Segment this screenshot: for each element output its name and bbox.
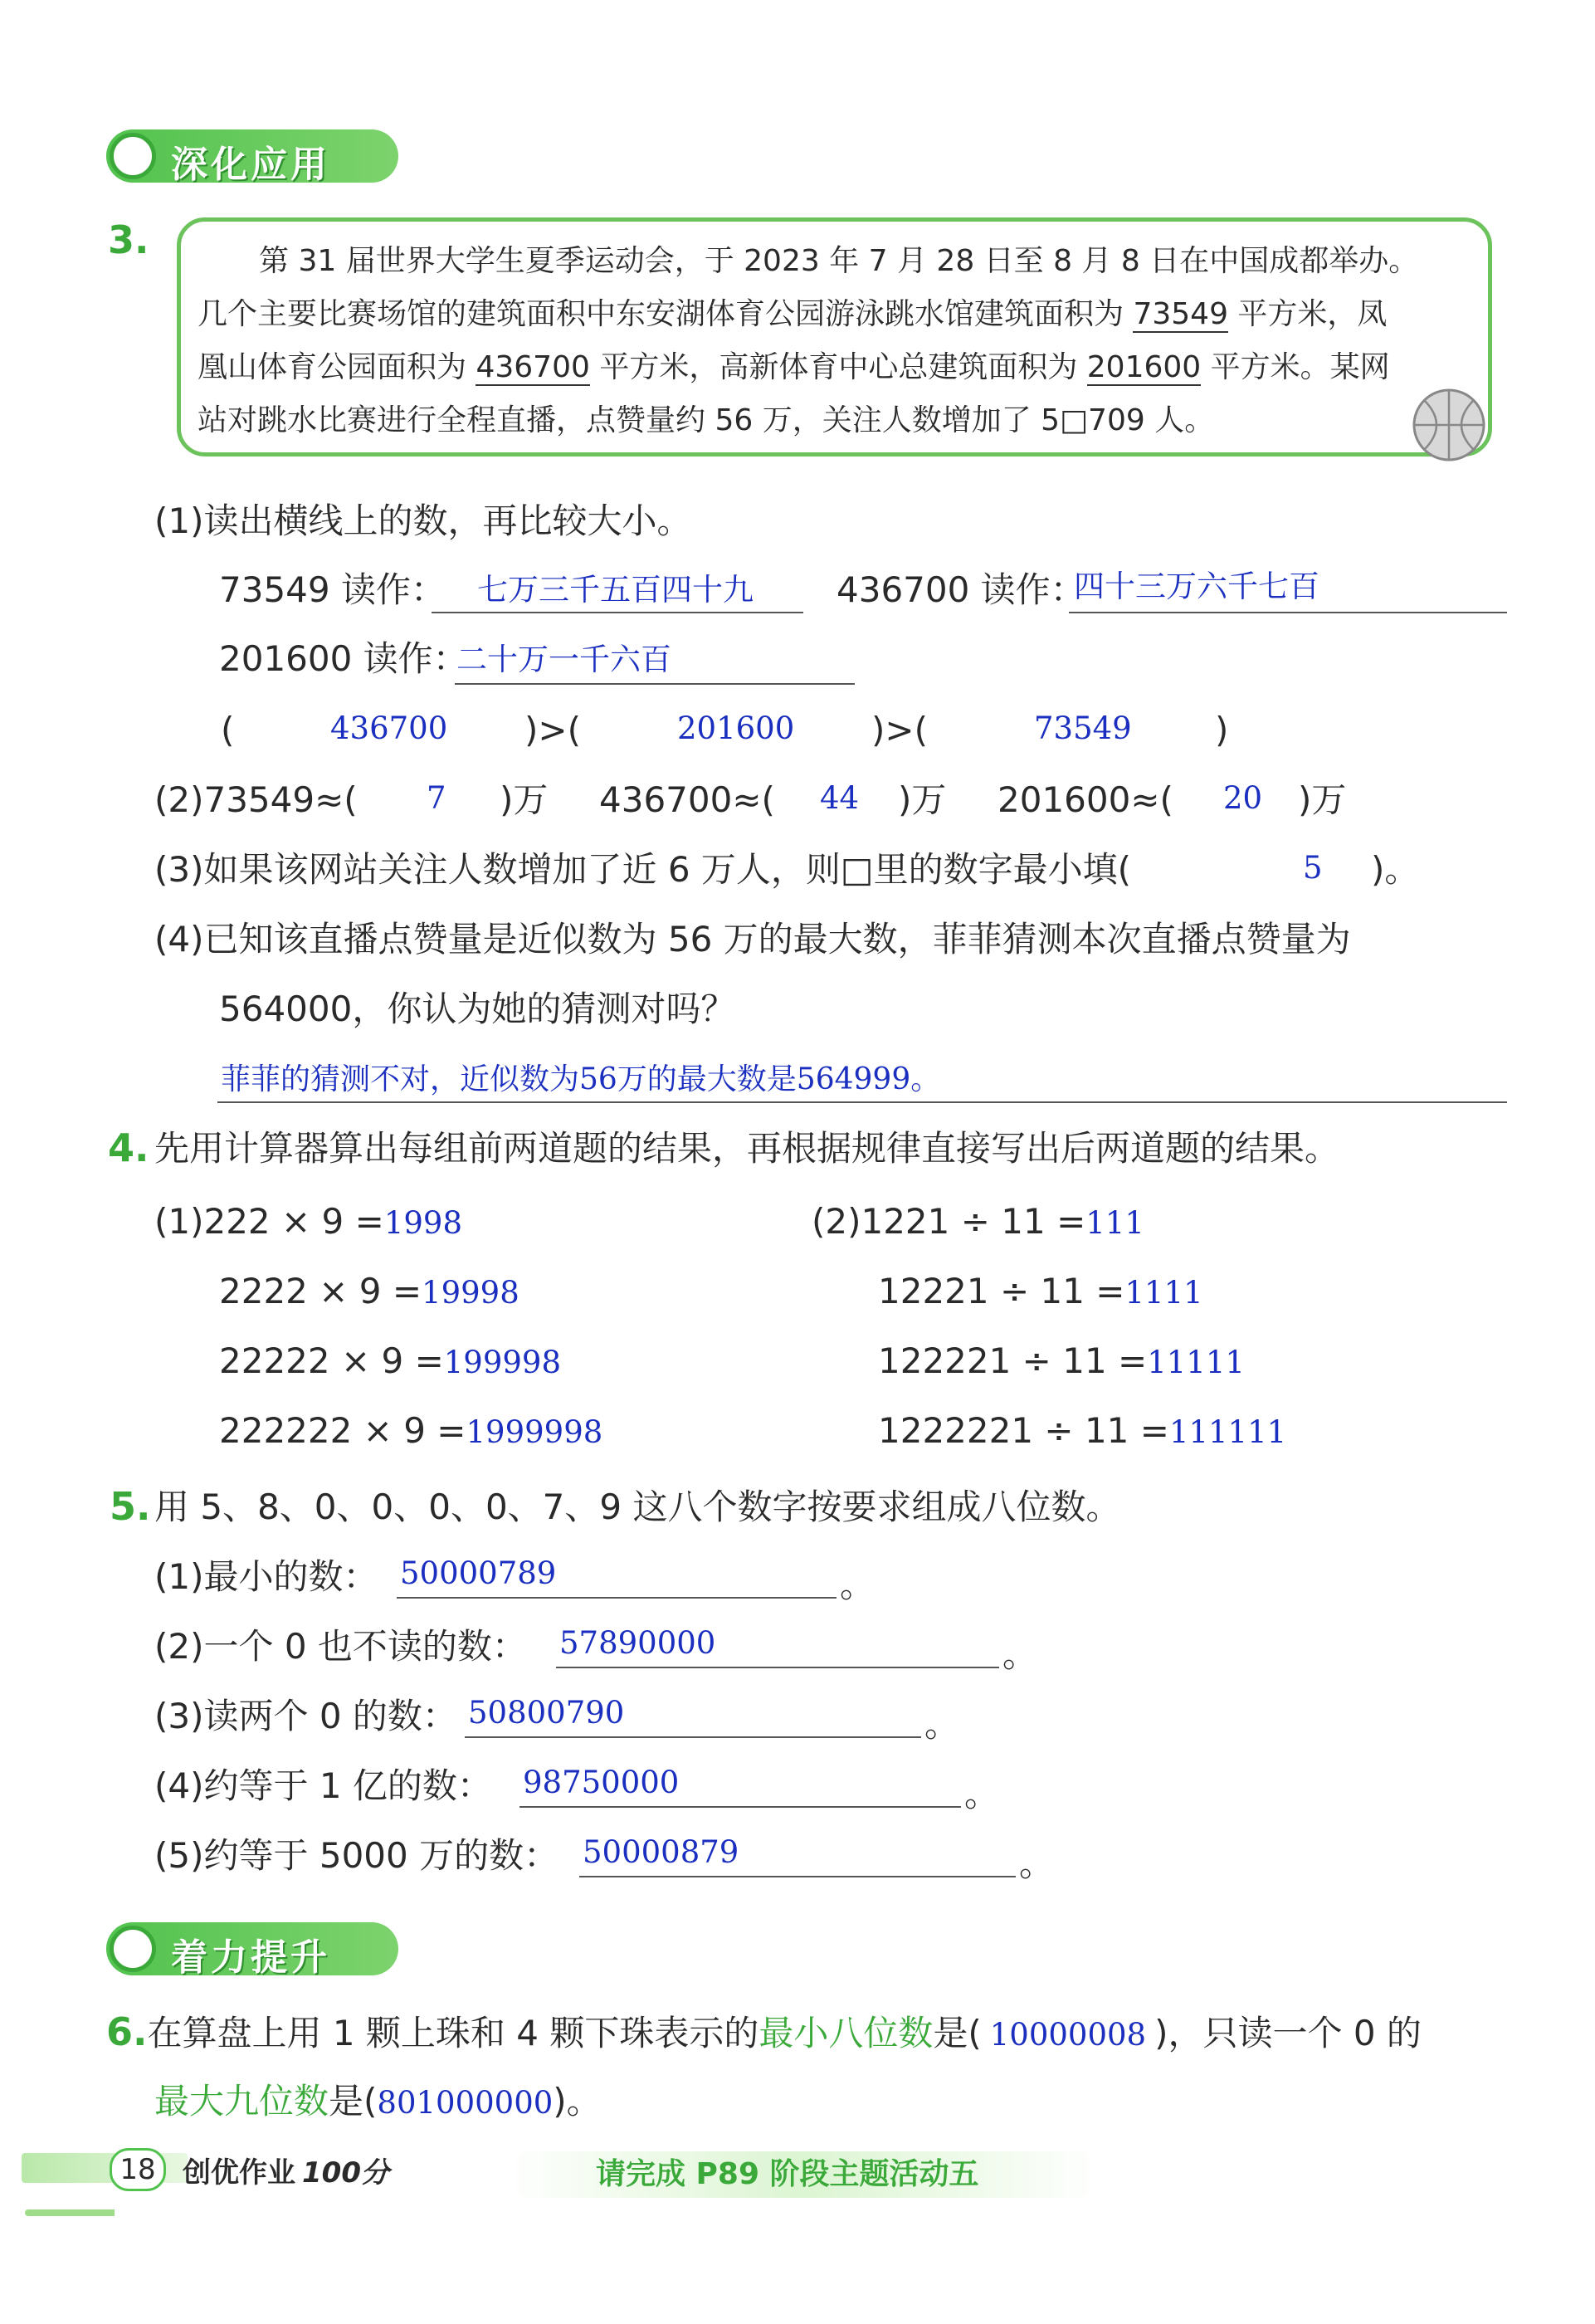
basketball-icon — [1411, 387, 1487, 463]
text: 凰山体育公园面积为 — [198, 350, 476, 384]
brand-score: 100分 — [302, 2156, 389, 2190]
q4-right-row — [878, 1408, 1286, 1456]
q5-item-label: (1)最小的数： — [154, 1556, 378, 1597]
period: 。 — [1019, 1843, 1055, 1884]
expression-answer: 1998 — [383, 1205, 462, 1241]
expression-answer: 1999998 — [466, 1414, 603, 1450]
unit-wan: )万 — [1298, 779, 1347, 820]
q5-item-label: (2)一个 0 也不读的数： — [154, 1626, 527, 1667]
keyword: 最小八位数 — [758, 2013, 934, 2053]
text: 平方米，凤 — [1227, 297, 1388, 331]
answer-line — [1069, 612, 1507, 613]
answer-line — [397, 1597, 837, 1599]
q3-part4-answer: 菲菲的猜测不对，近似数为56万的最大数是564999。 — [221, 1062, 941, 1096]
q3-part2-b: 436700≈( — [599, 779, 775, 820]
answer-line — [519, 1806, 961, 1808]
unit-wan: )万 — [500, 779, 549, 820]
text: 在算盘上用 1 颗上珠和 4 颗下珠表示的 — [147, 2013, 759, 2053]
brand-text: 创优作业 — [183, 2156, 295, 2190]
question-number: 4. — [108, 1125, 149, 1170]
q4-right-row — [878, 1338, 1245, 1386]
approx-answer-3: 20 — [1223, 780, 1263, 816]
keyword: 最大九位数 — [154, 2081, 329, 2121]
passage-line-2 — [198, 294, 1387, 335]
expression-answer: 1111 — [1124, 1275, 1203, 1311]
section-title: 着力提升 — [171, 1936, 330, 1979]
footer-brand — [183, 2150, 389, 2190]
q3-part4-line2: 564000，你认为她的猜测对吗？ — [219, 989, 736, 1029]
expression: 12221 ÷ 11 = — [878, 1271, 1125, 1311]
compare-answer-2: 201600 — [677, 710, 795, 746]
expression-answer: 19998 — [422, 1275, 519, 1311]
unit-wan: )万 — [898, 779, 947, 820]
expression: 122221 ÷ 11 = — [878, 1340, 1148, 1381]
expression-answer: 11111 — [1147, 1345, 1245, 1380]
expression: 1222221 ÷ 11 = — [878, 1410, 1169, 1451]
answer-line — [455, 683, 855, 685]
passage-line-3 — [198, 347, 1390, 388]
expression: 22222 × 9 = — [219, 1340, 444, 1381]
compare-gt: )>( — [524, 710, 581, 750]
passage-line-1: 第 31 届世界大学生夏季运动会，于 2023 年 7 月 28 日至 8 月 8 日在中国成都举办。 — [259, 244, 1419, 278]
question-number: 6. — [106, 2009, 148, 2054]
expression: (2)1221 ÷ 11 = — [812, 1201, 1086, 1242]
q4-right-row — [812, 1199, 1144, 1247]
period: 。 — [964, 1774, 1000, 1814]
star-badge-icon — [110, 1926, 156, 1972]
question-number: 5. — [110, 1484, 151, 1529]
section-title: 深化应用 — [171, 144, 330, 186]
footer-note: 请完成 P89 阶段主题活动五 — [505, 2151, 1102, 2198]
q3-read-label-3: 201600 读作： — [219, 638, 468, 679]
expression-answer: 199998 — [443, 1345, 562, 1380]
section-header-improve — [106, 1922, 398, 1979]
answer-line — [465, 1736, 921, 1738]
period: 。 — [1002, 1634, 1038, 1675]
expression: (1)222 × 9 = — [154, 1201, 384, 1242]
q3-part4-line1: (4)已知该直播点赞量是近似数为 56 万的最大数，菲菲猜测本次直播点赞量为 — [154, 919, 1351, 959]
q3-part3-close: )。 — [1371, 849, 1420, 890]
q4-stem: 先用计算器算出每组前两道题的结果，再根据规律直接写出后两道题的结果。 — [154, 1128, 1340, 1169]
q4-left-row — [219, 1338, 561, 1386]
passage-line-4: 站对跳水比赛进行全程直播，点赞量约 56 万，关注人数增加了 5□709 人。 — [198, 403, 1215, 437]
answer-read-2: 四十三万六千七百 — [1074, 569, 1319, 604]
text: )，只读一个 0 的 — [1154, 2013, 1422, 2053]
q3-read-label-2: 436700 读作： — [837, 569, 1085, 610]
q5-item-label: (4)约等于 1 亿的数： — [154, 1765, 492, 1806]
q4-left-row — [219, 1408, 602, 1456]
q5-item-label: (3)读两个 0 的数： — [154, 1696, 457, 1736]
expression-answer: 111111 — [1168, 1414, 1287, 1450]
text: )。 — [553, 2081, 602, 2121]
footer-page-number: 18 — [110, 2148, 166, 2191]
q3-part1-label: (1)读出横线上的数，再比较大小。 — [154, 500, 692, 541]
q3-part3: (3)如果该网站关注人数增加了近 6 万人，则□里的数字最小填( — [154, 849, 1131, 890]
q5-item-answer: 50800790 — [468, 1695, 625, 1731]
q3-part3-answer: 5 — [1303, 850, 1323, 886]
expression: 222222 × 9 = — [219, 1410, 466, 1451]
q6-line1 — [106, 2009, 1422, 2058]
q6-answer-1: 10000008 — [989, 2017, 1147, 2053]
answer-line — [217, 1101, 1507, 1103]
answer-line — [432, 612, 803, 613]
q3-read-label-1: 73549 读作： — [219, 569, 446, 610]
compare-answer-1: 436700 — [330, 710, 448, 746]
q4-right-row — [878, 1268, 1203, 1316]
q5-item-answer: 50000789 — [400, 1555, 557, 1591]
period: 。 — [840, 1565, 876, 1605]
question-number: 3. — [108, 217, 149, 262]
q5-item-answer: 50000879 — [583, 1834, 739, 1870]
q3-part2-a: (2)73549≈( — [154, 779, 358, 820]
q6-answer-2: 801000000 — [377, 2085, 554, 2121]
answer-line — [556, 1667, 999, 1668]
text: 几个主要比赛场馆的建筑面积中东安湖体育公园游泳跳水馆建筑面积为 — [198, 297, 1134, 331]
text: 是( — [329, 2081, 378, 2121]
approx-answer-2: 44 — [820, 780, 860, 816]
text: 平方米。某网 — [1201, 350, 1390, 384]
q5-item-answer: 98750000 — [523, 1765, 680, 1800]
underlined-number: 201600 — [1086, 350, 1202, 384]
underlined-number: 436700 — [476, 350, 590, 384]
approx-answer-1: 7 — [427, 780, 446, 816]
q4-left-row — [219, 1268, 519, 1316]
underlined-number: 73549 — [1133, 297, 1228, 331]
footer-dots — [25, 2209, 174, 2216]
answer-line — [579, 1876, 1016, 1877]
answer-read-1: 七万三千五百四十九 — [477, 572, 754, 608]
compare-gt: )>( — [871, 710, 928, 750]
expression: 2222 × 9 = — [219, 1271, 422, 1311]
notebook-icon — [110, 133, 156, 179]
q6-line2 — [154, 2078, 602, 2126]
q5-stem: 用 5、8、0、0、0、0、7、9 这八个数字按要求组成八位数。 — [154, 1487, 1121, 1527]
compare-open: ( — [221, 710, 235, 750]
compare-answer-3: 73549 — [1034, 710, 1132, 746]
q5-item-label: (5)约等于 5000 万的数： — [154, 1835, 559, 1876]
q5-item-answer: 57890000 — [559, 1625, 716, 1661]
q4-left-row — [154, 1199, 462, 1247]
text: 平方米，高新体育中心总建筑面积为 — [589, 350, 1087, 384]
q3-part2-c: 201600≈( — [997, 779, 1173, 820]
answer-read-3: 二十万一千六百 — [456, 642, 671, 677]
text: 是( — [933, 2013, 982, 2053]
period: 。 — [924, 1704, 960, 1745]
section-header-deepen — [106, 129, 398, 186]
compare-close: ) — [1215, 710, 1229, 750]
expression-answer: 111 — [1085, 1205, 1144, 1241]
